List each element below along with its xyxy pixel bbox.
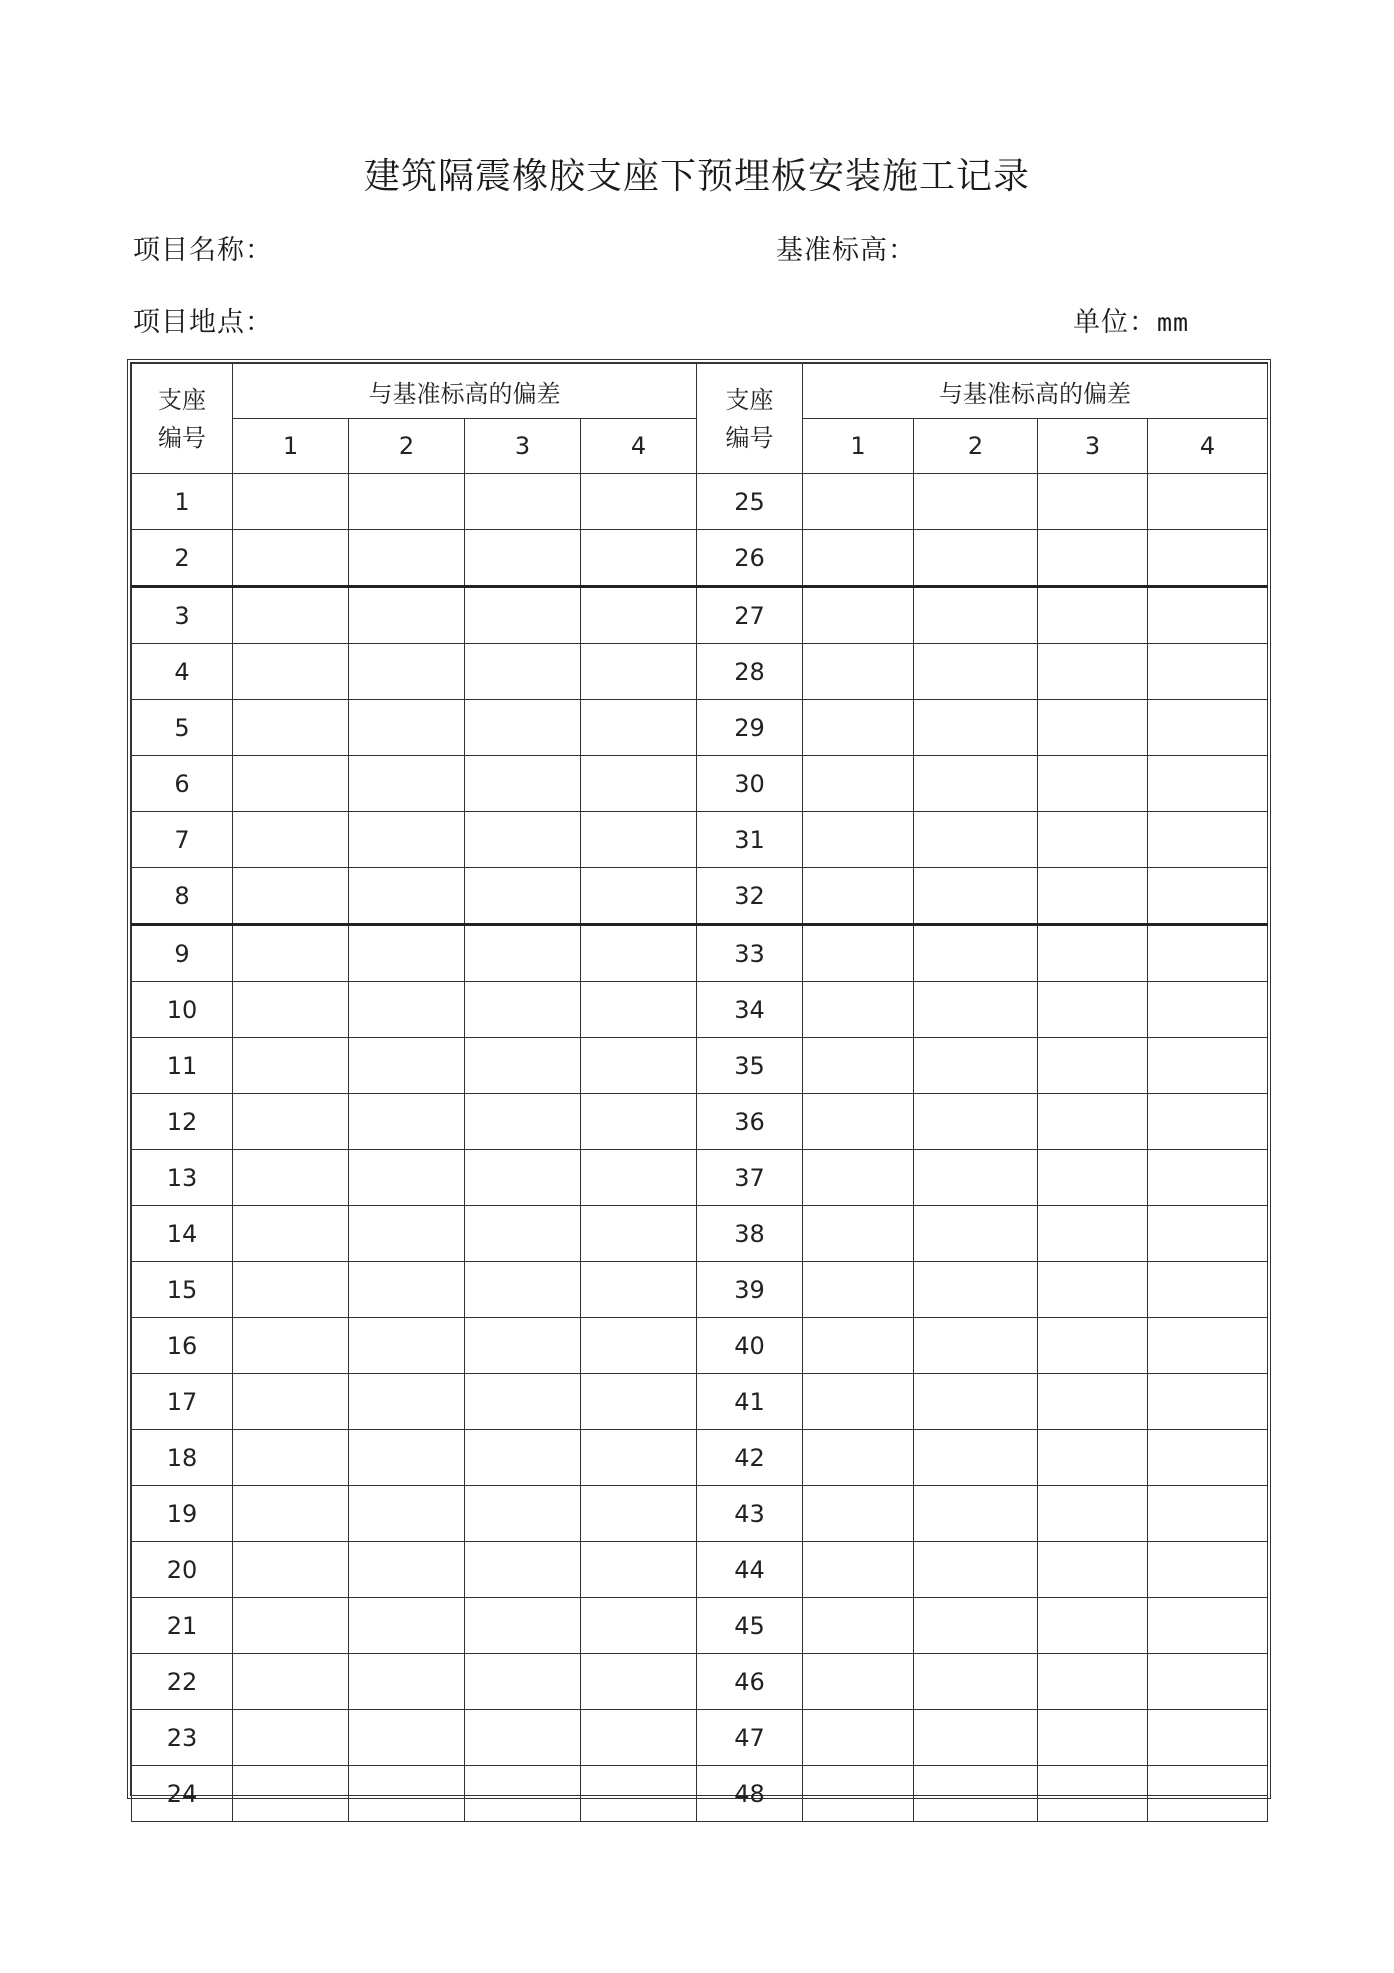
left-deviation-cell-3[interactable] (465, 474, 581, 530)
right-bearing-id: 39 (697, 1262, 803, 1318)
right-deviation-cell-1[interactable] (803, 982, 914, 1038)
right-deviation-cell-2[interactable] (914, 1486, 1038, 1542)
right-deviation-cell-3[interactable] (1038, 700, 1148, 756)
left-deviation-cell-2[interactable] (349, 1542, 465, 1598)
right-deviation-cell-1[interactable] (803, 1262, 914, 1318)
left-bearing-id: 13 (132, 1150, 233, 1206)
right-deviation-cell-3[interactable] (1038, 1374, 1148, 1430)
right-deviation-cell-3[interactable] (1038, 1262, 1148, 1318)
right-sub-col-2: 2 (914, 419, 1038, 474)
right-deviation-cell-4[interactable] (1148, 1150, 1268, 1206)
right-deviation-cell-3[interactable] (1038, 644, 1148, 700)
right-bearing-id: 27 (697, 587, 803, 644)
table-row (132, 1430, 1268, 1486)
right-bearing-id: 37 (697, 1150, 803, 1206)
left-deviation-cell-1[interactable] (233, 1318, 349, 1374)
right-deviation-cell-1[interactable] (803, 644, 914, 700)
table-row (132, 1654, 1268, 1710)
left-deviation-cell-4[interactable] (581, 587, 697, 644)
left-deviation-cell-1[interactable] (233, 982, 349, 1038)
left-deviation-cell-2[interactable] (349, 1206, 465, 1262)
table-row (132, 1038, 1268, 1094)
left-deviation-cell-3[interactable] (465, 530, 581, 587)
left-deviation-cell-2[interactable] (349, 1150, 465, 1206)
right-deviation-cell-3[interactable] (1038, 812, 1148, 868)
unit-value: mm (1157, 308, 1190, 337)
left-id-header (132, 364, 233, 474)
right-id-header (697, 364, 803, 474)
record-table (131, 363, 1268, 1822)
left-bearing-id: 17 (132, 1374, 233, 1430)
left-deviation-cell-1[interactable] (233, 1094, 349, 1150)
right-deviation-cell-1[interactable] (803, 1654, 914, 1710)
table-row (132, 982, 1268, 1038)
right-bearing-id: 44 (697, 1542, 803, 1598)
right-deviation-cell-4[interactable] (1148, 1542, 1268, 1598)
left-deviation-cell-1[interactable] (233, 530, 349, 587)
project-location-label: 项目地点： (133, 307, 273, 338)
right-deviation-cell-4[interactable] (1148, 868, 1268, 925)
right-bearing-id: 30 (697, 756, 803, 812)
right-deviation-cell-2[interactable] (914, 1374, 1038, 1430)
right-deviation-cell-2[interactable] (914, 530, 1038, 587)
right-deviation-cell-1[interactable] (803, 756, 914, 812)
right-bearing-id: 41 (697, 1374, 803, 1430)
right-deviation-cell-2[interactable] (914, 982, 1038, 1038)
left-deviation-cell-1[interactable] (233, 587, 349, 644)
right-deviation-cell-3[interactable] (1038, 982, 1148, 1038)
left-deviation-cell-3[interactable] (465, 1206, 581, 1262)
right-deviation-cell-1[interactable] (803, 1094, 914, 1150)
right-deviation-cell-2[interactable] (914, 812, 1038, 868)
right-deviation-cell-4[interactable] (1148, 1598, 1268, 1654)
right-deviation-cell-4[interactable] (1148, 756, 1268, 812)
left-deviation-cell-4[interactable] (581, 530, 697, 587)
left-deviation-cell-3[interactable] (465, 812, 581, 868)
right-deviation-cell-3[interactable] (1038, 1542, 1148, 1598)
right-bearing-id: 46 (697, 1654, 803, 1710)
right-deviation-cell-2[interactable] (914, 1094, 1038, 1150)
right-bearing-id: 45 (697, 1598, 803, 1654)
left-deviation-cell-1[interactable] (233, 1374, 349, 1430)
right-bearing-id: 47 (697, 1710, 803, 1766)
left-bearing-id: 14 (132, 1206, 233, 1262)
right-deviation-cell-1[interactable] (803, 868, 914, 925)
left-deviation-cell-2[interactable] (349, 812, 465, 868)
right-deviation-cell-3[interactable] (1038, 1766, 1148, 1822)
left-deviation-cell-4[interactable] (581, 1766, 697, 1822)
right-deviation-cell-1[interactable] (803, 1206, 914, 1262)
table-row (132, 1094, 1268, 1150)
table-row (132, 925, 1268, 982)
right-deviation-cell-2[interactable] (914, 1038, 1038, 1094)
left-deviation-cell-2[interactable] (349, 587, 465, 644)
left-deviation-cell-3[interactable] (465, 1486, 581, 1542)
right-deviation-cell-3[interactable] (1038, 1094, 1148, 1150)
right-deviation-cell-4[interactable] (1148, 1094, 1268, 1150)
left-bearing-id: 2 (132, 530, 233, 587)
left-bearing-id: 10 (132, 982, 233, 1038)
table-row (132, 1206, 1268, 1262)
table-row (132, 474, 1268, 530)
right-deviation-cell-1[interactable] (803, 1598, 914, 1654)
left-deviation-cell-2[interactable] (349, 1654, 465, 1710)
left-bearing-id: 20 (132, 1542, 233, 1598)
left-bearing-id: 9 (132, 925, 233, 982)
left-deviation-cell-1[interactable] (233, 1710, 349, 1766)
right-deviation-cell-1[interactable] (803, 700, 914, 756)
right-deviation-cell-4[interactable] (1148, 925, 1268, 982)
left-deviation-cell-4[interactable] (581, 925, 697, 982)
left-deviation-cell-3[interactable] (465, 1150, 581, 1206)
right-bearing-id: 31 (697, 812, 803, 868)
left-deviation-cell-4[interactable] (581, 1094, 697, 1150)
left-bearing-id: 8 (132, 868, 233, 925)
right-deviation-cell-3[interactable] (1038, 587, 1148, 644)
left-bearing-id: 18 (132, 1430, 233, 1486)
left-deviation-cell-1[interactable] (233, 1766, 349, 1822)
left-deviation-cell-2[interactable] (349, 756, 465, 812)
right-deviation-cell-1[interactable] (803, 1318, 914, 1374)
left-deviation-cell-1[interactable] (233, 1262, 349, 1318)
right-deviation-cell-3[interactable] (1038, 1150, 1148, 1206)
left-deviation-cell-1[interactable] (233, 925, 349, 982)
right-bearing-id: 26 (697, 530, 803, 587)
table-row (132, 812, 1268, 868)
right-deviation-cell-3[interactable] (1038, 1654, 1148, 1710)
right-deviation-cell-4[interactable] (1148, 1486, 1268, 1542)
left-deviation-cell-4[interactable] (581, 1374, 697, 1430)
left-bearing-id: 3 (132, 587, 233, 644)
right-deviation-cell-4[interactable] (1148, 474, 1268, 530)
right-bearing-id: 36 (697, 1094, 803, 1150)
left-deviation-cell-3[interactable] (465, 644, 581, 700)
left-deviation-cell-2[interactable] (349, 1710, 465, 1766)
left-deviation-cell-2[interactable] (349, 530, 465, 587)
left-deviation-cell-3[interactable] (465, 1542, 581, 1598)
table-row (132, 530, 1268, 587)
right-deviation-cell-2[interactable] (914, 756, 1038, 812)
right-deviation-cell-4[interactable] (1148, 530, 1268, 587)
right-deviation-cell-1[interactable] (803, 1710, 914, 1766)
right-deviation-cell-3[interactable] (1038, 868, 1148, 925)
left-id-header-line2: 编号 (158, 423, 206, 452)
right-sub-col-1: 1 (803, 419, 914, 474)
left-deviation-cell-1[interactable] (233, 1150, 349, 1206)
left-deviation-cell-1[interactable] (233, 1542, 349, 1598)
right-deviation-cell-2[interactable] (914, 1542, 1038, 1598)
left-deviation-cell-4[interactable] (581, 644, 697, 700)
right-deviation-cell-2[interactable] (914, 1654, 1038, 1710)
left-deviation-cell-4[interactable] (581, 812, 697, 868)
left-deviation-cell-2[interactable] (349, 925, 465, 982)
left-sub-col-1: 1 (233, 419, 349, 474)
left-deviation-cell-1[interactable] (233, 1654, 349, 1710)
left-sub-col-2: 2 (349, 419, 465, 474)
left-bearing-id: 6 (132, 756, 233, 812)
right-deviation-cell-3[interactable] (1038, 1486, 1148, 1542)
left-bearing-id: 21 (132, 1598, 233, 1654)
right-deviation-cell-1[interactable] (803, 474, 914, 530)
table-row (132, 1766, 1268, 1822)
left-deviation-cell-3[interactable] (465, 1374, 581, 1430)
right-deviation-cell-3[interactable] (1038, 1710, 1148, 1766)
left-sub-col-3: 3 (465, 419, 581, 474)
left-bearing-id: 7 (132, 812, 233, 868)
right-deviation-cell-3[interactable] (1038, 1206, 1148, 1262)
header-row-1 (132, 364, 1268, 419)
left-deviation-cell-3[interactable] (465, 587, 581, 644)
left-deviation-cell-3[interactable] (465, 1262, 581, 1318)
left-deviation-cell-4[interactable] (581, 700, 697, 756)
right-id-header-line1: 支座 (725, 385, 774, 414)
right-bearing-id: 32 (697, 868, 803, 925)
left-deviation-cell-4[interactable] (581, 1598, 697, 1654)
table-row (132, 1318, 1268, 1374)
right-deviation-cell-2[interactable] (914, 474, 1038, 530)
right-deviation-cell-2[interactable] (914, 1318, 1038, 1374)
left-bearing-id: 1 (132, 474, 233, 530)
left-deviation-cell-3[interactable] (465, 868, 581, 925)
right-deviation-cell-4[interactable] (1148, 812, 1268, 868)
right-deviation-cell-2[interactable] (914, 1598, 1038, 1654)
right-deviation-cell-2[interactable] (914, 1430, 1038, 1486)
document-title: 建筑隔震橡胶支座下预埋板安装施工记录 (363, 156, 1030, 197)
right-deviation-cell-3[interactable] (1038, 925, 1148, 982)
table-body (132, 474, 1268, 1822)
left-deviation-cell-4[interactable] (581, 1038, 697, 1094)
left-deviation-cell-1[interactable] (233, 644, 349, 700)
right-sub-col-3: 3 (1038, 419, 1148, 474)
table-row (132, 1710, 1268, 1766)
table-row (132, 700, 1268, 756)
left-bearing-id: 11 (132, 1038, 233, 1094)
right-deviation-cell-2[interactable] (914, 868, 1038, 925)
left-deviation-cell-2[interactable] (349, 1766, 465, 1822)
right-bearing-id: 28 (697, 644, 803, 700)
left-deviation-cell-2[interactable] (349, 868, 465, 925)
right-deviation-cell-4[interactable] (1148, 1710, 1268, 1766)
right-deviation-cell-2[interactable] (914, 644, 1038, 700)
left-deviation-cell-1[interactable] (233, 1038, 349, 1094)
right-deviation-cell-4[interactable] (1148, 1430, 1268, 1486)
left-deviation-cell-4[interactable] (581, 1710, 697, 1766)
left-deviation-cell-4[interactable] (581, 1486, 697, 1542)
right-deviation-cell-1[interactable] (803, 925, 914, 982)
right-deviation-cell-4[interactable] (1148, 1262, 1268, 1318)
left-deviation-cell-3[interactable] (465, 1094, 581, 1150)
project-name-label: 项目名称： (133, 235, 273, 266)
right-deviation-cell-1[interactable] (803, 587, 914, 644)
table-row (132, 1486, 1268, 1542)
right-deviation-header: 与基准标高的偏差 (803, 364, 1268, 419)
left-deviation-cell-2[interactable] (349, 700, 465, 756)
right-deviation-cell-1[interactable] (803, 1486, 914, 1542)
left-deviation-cell-2[interactable] (349, 982, 465, 1038)
table-row (132, 1542, 1268, 1598)
table-row (132, 756, 1268, 812)
left-deviation-cell-1[interactable] (233, 812, 349, 868)
right-deviation-cell-4[interactable] (1148, 1206, 1268, 1262)
right-deviation-cell-4[interactable] (1148, 1766, 1268, 1822)
left-deviation-cell-4[interactable] (581, 1206, 697, 1262)
left-deviation-cell-2[interactable] (349, 1262, 465, 1318)
right-deviation-cell-2[interactable] (914, 1206, 1038, 1262)
table-row (132, 1374, 1268, 1430)
left-deviation-cell-4[interactable] (581, 1150, 697, 1206)
table-row (132, 1262, 1268, 1318)
left-deviation-cell-3[interactable] (465, 1430, 581, 1486)
right-deviation-cell-3[interactable] (1038, 1038, 1148, 1094)
left-deviation-cell-4[interactable] (581, 1262, 697, 1318)
left-deviation-cell-4[interactable] (581, 474, 697, 530)
right-deviation-cell-4[interactable] (1148, 982, 1268, 1038)
left-bearing-id: 4 (132, 644, 233, 700)
left-deviation-cell-3[interactable] (465, 982, 581, 1038)
left-sub-col-4: 4 (581, 419, 697, 474)
right-deviation-cell-3[interactable] (1038, 1318, 1148, 1374)
right-deviation-cell-3[interactable] (1038, 1430, 1148, 1486)
right-deviation-cell-4[interactable] (1148, 1654, 1268, 1710)
right-bearing-id: 40 (697, 1318, 803, 1374)
right-deviation-cell-1[interactable] (803, 1374, 914, 1430)
left-deviation-cell-2[interactable] (349, 1318, 465, 1374)
left-deviation-cell-3[interactable] (465, 1598, 581, 1654)
left-deviation-cell-1[interactable] (233, 474, 349, 530)
left-bearing-id: 12 (132, 1094, 233, 1150)
left-deviation-cell-1[interactable] (233, 1206, 349, 1262)
left-deviation-cell-3[interactable] (465, 1654, 581, 1710)
right-deviation-cell-4[interactable] (1148, 644, 1268, 700)
right-sub-col-4: 4 (1148, 419, 1268, 474)
right-deviation-cell-2[interactable] (914, 1766, 1038, 1822)
right-deviation-cell-3[interactable] (1038, 756, 1148, 812)
left-deviation-cell-2[interactable] (349, 1598, 465, 1654)
table-row (132, 1598, 1268, 1654)
right-deviation-cell-3[interactable] (1038, 1598, 1148, 1654)
left-bearing-id: 16 (132, 1318, 233, 1374)
right-bearing-id: 43 (697, 1486, 803, 1542)
left-bearing-id: 19 (132, 1486, 233, 1542)
right-deviation-cell-1[interactable] (803, 812, 914, 868)
left-deviation-header: 与基准标高的偏差 (233, 364, 697, 419)
unit-indicator (1073, 300, 1189, 339)
right-deviation-cell-4[interactable] (1148, 700, 1268, 756)
left-bearing-id: 15 (132, 1262, 233, 1318)
left-deviation-cell-1[interactable] (233, 1486, 349, 1542)
left-deviation-cell-2[interactable] (349, 1094, 465, 1150)
left-deviation-cell-1[interactable] (233, 1430, 349, 1486)
left-deviation-cell-2[interactable] (349, 474, 465, 530)
right-deviation-cell-1[interactable] (803, 1542, 914, 1598)
right-deviation-cell-3[interactable] (1038, 474, 1148, 530)
left-deviation-cell-2[interactable] (349, 1374, 465, 1430)
right-bearing-id: 34 (697, 982, 803, 1038)
left-deviation-cell-2[interactable] (349, 1486, 465, 1542)
right-deviation-cell-2[interactable] (914, 1150, 1038, 1206)
right-deviation-cell-3[interactable] (1038, 530, 1148, 587)
right-bearing-id: 29 (697, 700, 803, 756)
left-id-header-line1: 支座 (158, 385, 206, 414)
left-deviation-cell-4[interactable] (581, 1430, 697, 1486)
left-deviation-cell-4[interactable] (581, 1542, 697, 1598)
unit-label: 单位： (1073, 307, 1157, 338)
right-bearing-id: 25 (697, 474, 803, 530)
right-deviation-cell-1[interactable] (803, 1430, 914, 1486)
left-deviation-cell-1[interactable] (233, 700, 349, 756)
left-deviation-cell-3[interactable] (465, 756, 581, 812)
right-bearing-id: 33 (697, 925, 803, 982)
right-deviation-cell-4[interactable] (1148, 1374, 1268, 1430)
right-deviation-cell-2[interactable] (914, 925, 1038, 982)
left-deviation-cell-3[interactable] (465, 1038, 581, 1094)
left-deviation-cell-1[interactable] (233, 1598, 349, 1654)
left-deviation-cell-1[interactable] (233, 756, 349, 812)
table-row (132, 587, 1268, 644)
left-deviation-cell-3[interactable] (465, 700, 581, 756)
left-bearing-id: 5 (132, 700, 233, 756)
left-deviation-cell-3[interactable] (465, 1766, 581, 1822)
left-deviation-cell-3[interactable] (465, 1318, 581, 1374)
right-deviation-cell-1[interactable] (803, 1150, 914, 1206)
left-bearing-id: 24 (132, 1766, 233, 1822)
right-deviation-cell-2[interactable] (914, 587, 1038, 644)
left-deviation-cell-4[interactable] (581, 868, 697, 925)
right-deviation-cell-2[interactable] (914, 1710, 1038, 1766)
right-bearing-id: 35 (697, 1038, 803, 1094)
table-row (132, 868, 1268, 925)
left-bearing-id: 22 (132, 1654, 233, 1710)
left-deviation-cell-4[interactable] (581, 1318, 697, 1374)
left-bearing-id: 23 (132, 1710, 233, 1766)
right-deviation-cell-1[interactable] (803, 530, 914, 587)
right-bearing-id: 38 (697, 1206, 803, 1262)
left-deviation-cell-3[interactable] (465, 925, 581, 982)
right-deviation-cell-4[interactable] (1148, 587, 1268, 644)
right-bearing-id: 42 (697, 1430, 803, 1486)
table-row (132, 644, 1268, 700)
right-deviation-cell-4[interactable] (1148, 1318, 1268, 1374)
right-bearing-id: 48 (697, 1766, 803, 1822)
table-row (132, 1150, 1268, 1206)
left-deviation-cell-4[interactable] (581, 982, 697, 1038)
right-id-header-line2: 编号 (725, 423, 774, 452)
right-deviation-cell-2[interactable] (914, 1262, 1038, 1318)
left-deviation-cell-2[interactable] (349, 1038, 465, 1094)
left-deviation-cell-4[interactable] (581, 1654, 697, 1710)
left-deviation-cell-1[interactable] (233, 868, 349, 925)
right-deviation-cell-2[interactable] (914, 700, 1038, 756)
left-deviation-cell-2[interactable] (349, 644, 465, 700)
left-deviation-cell-2[interactable] (349, 1430, 465, 1486)
right-deviation-cell-1[interactable] (803, 1038, 914, 1094)
right-deviation-cell-1[interactable] (803, 1766, 914, 1822)
left-deviation-cell-4[interactable] (581, 756, 697, 812)
left-deviation-cell-3[interactable] (465, 1710, 581, 1766)
base-elevation-label: 基准标高： (776, 235, 916, 266)
right-deviation-cell-4[interactable] (1148, 1038, 1268, 1094)
